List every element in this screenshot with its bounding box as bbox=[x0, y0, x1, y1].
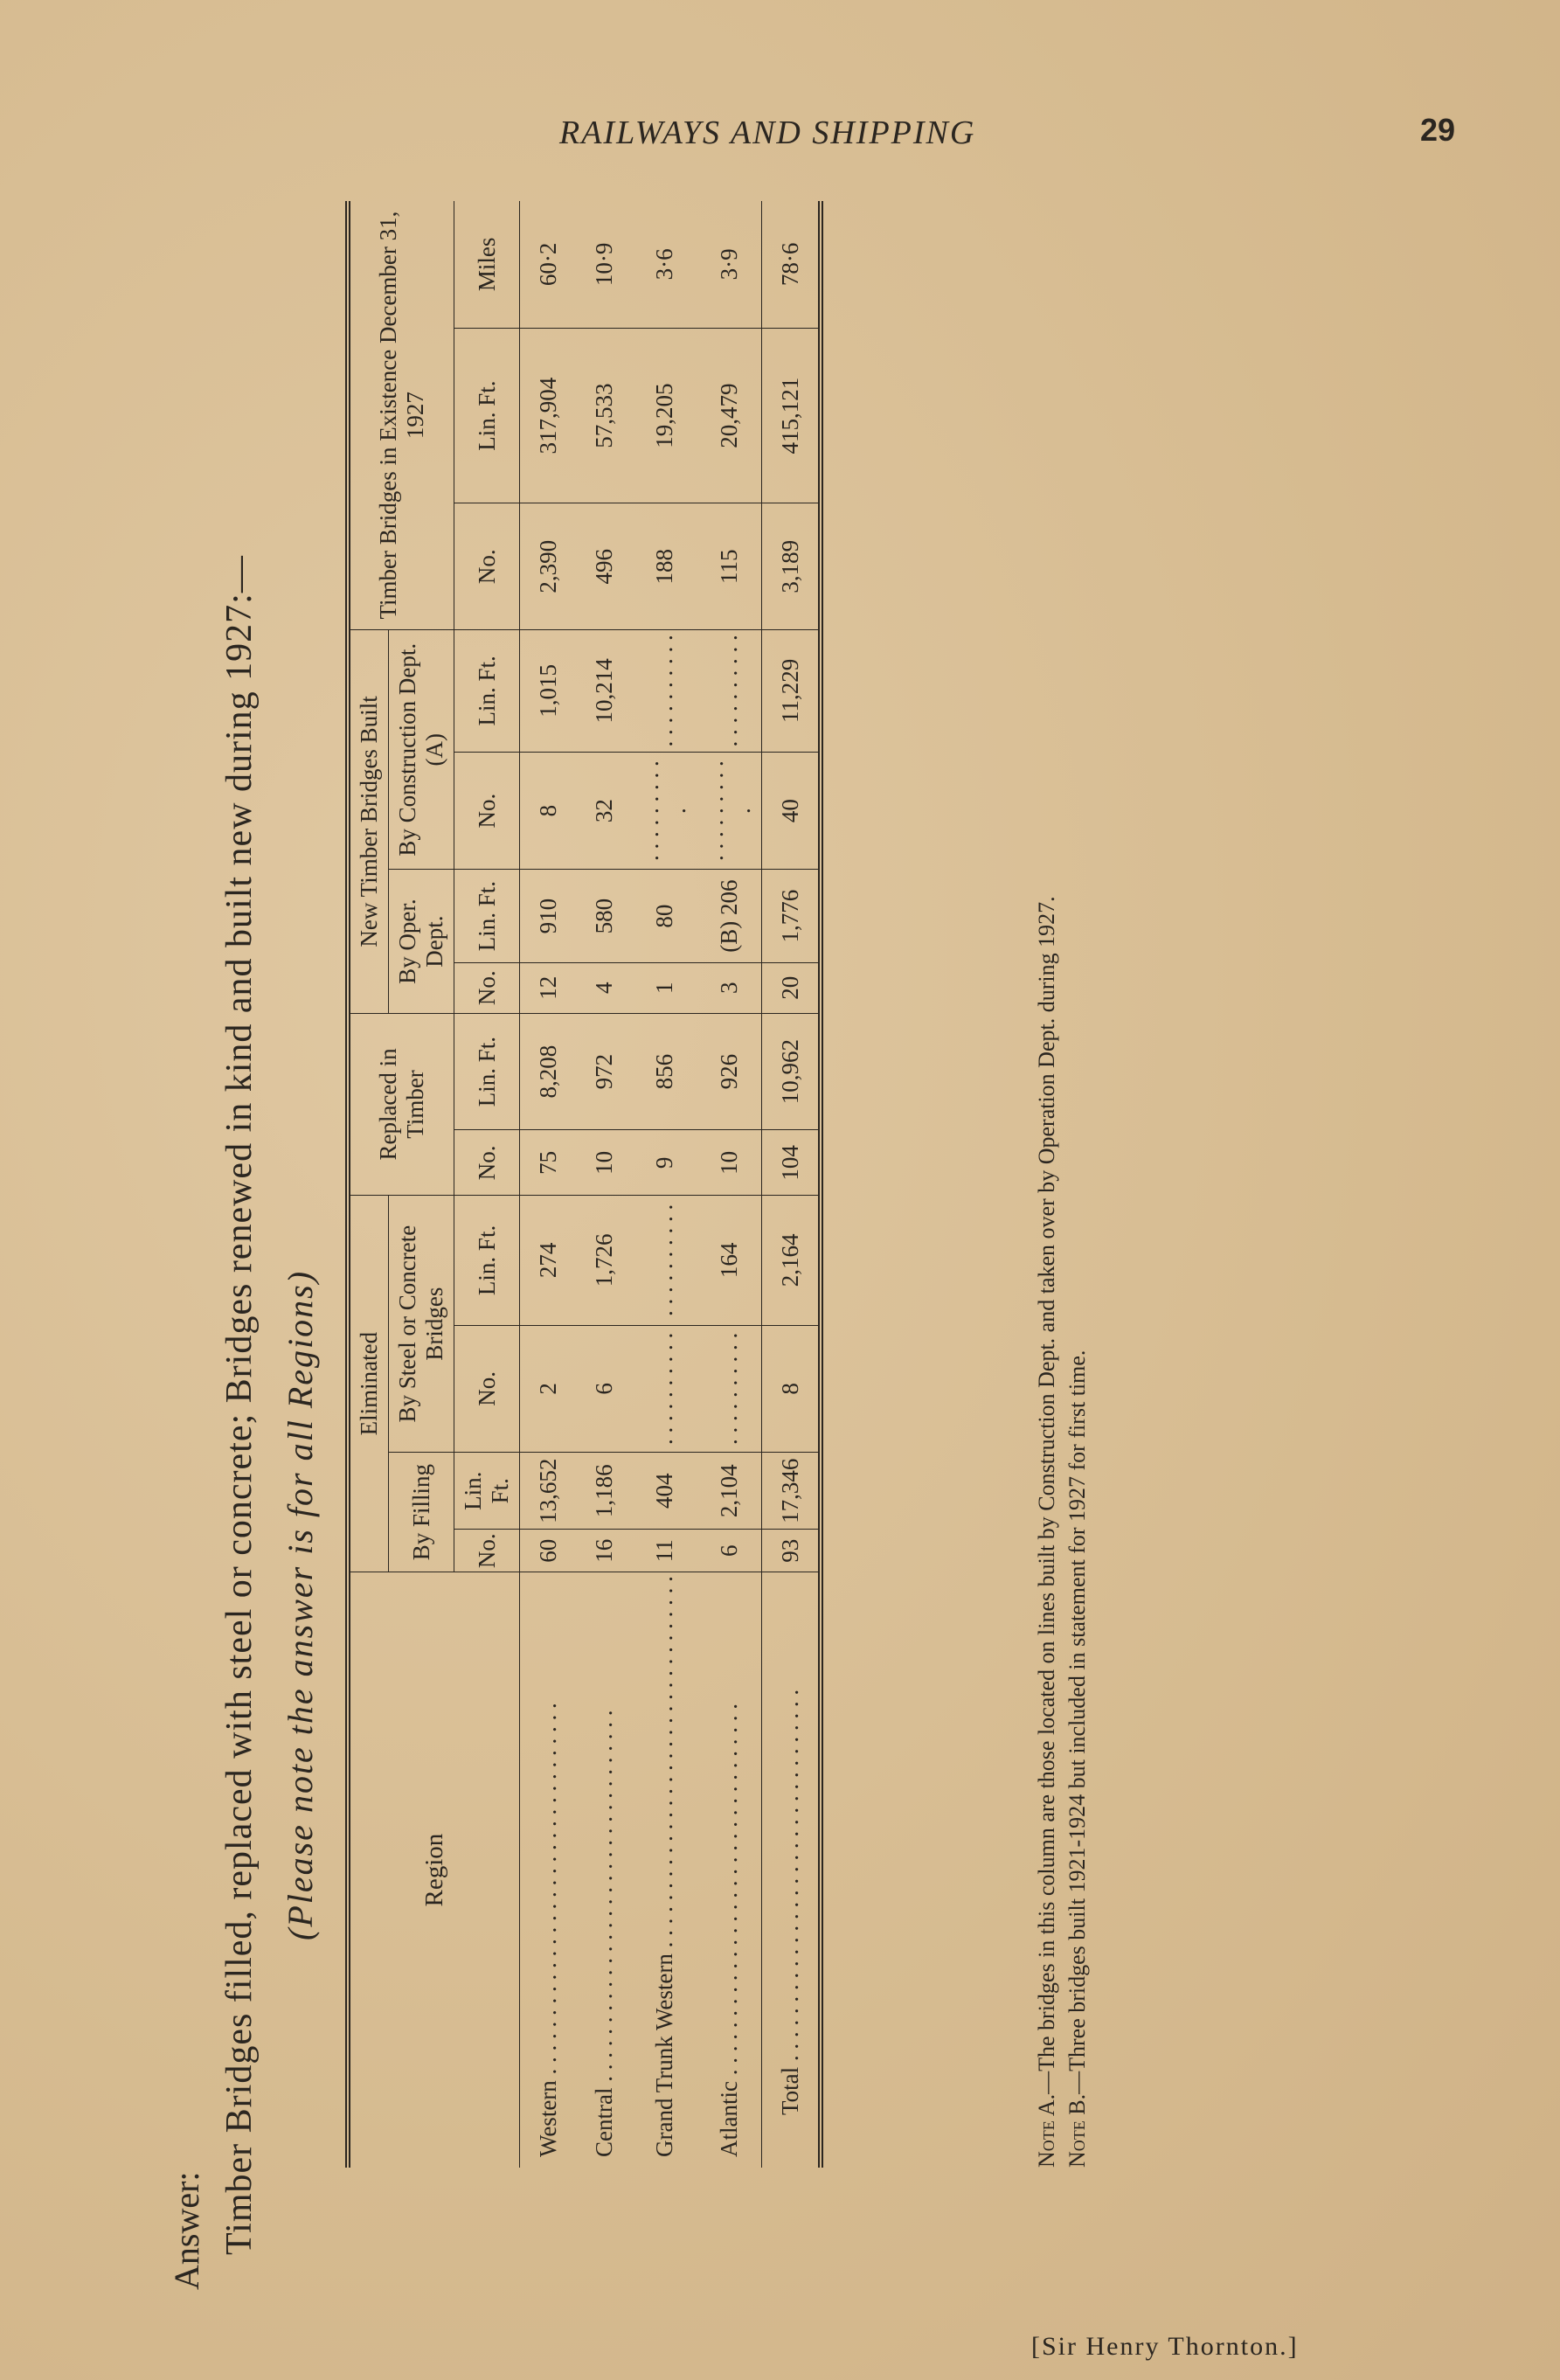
cell: 17,346 bbox=[762, 1453, 822, 1530]
cell: 75 bbox=[520, 1130, 577, 1196]
header-no: No. bbox=[454, 752, 520, 870]
empty-cell bbox=[632, 630, 697, 753]
cell: 1,186 bbox=[576, 1453, 632, 1530]
footnotes bbox=[1031, 896, 1092, 2168]
cell: 60·2 bbox=[520, 201, 577, 328]
cell: 20,479 bbox=[697, 328, 762, 503]
header-no: No. bbox=[454, 962, 520, 1013]
footnote-a-text: —The bridges in this column are those located on lines built by Construction Dept. and taken over by Operation Dept. during 1927. bbox=[1034, 896, 1059, 2094]
table-row bbox=[632, 201, 697, 2168]
empty-cell bbox=[697, 1325, 762, 1452]
table-row bbox=[576, 201, 632, 2168]
cell: 6 bbox=[576, 1325, 632, 1452]
cell: 164 bbox=[697, 1196, 762, 1326]
rotated-content bbox=[157, 175, 1521, 2307]
empty-cell bbox=[632, 1196, 697, 1326]
cell: 856 bbox=[632, 1013, 697, 1130]
cell: 40 bbox=[762, 752, 822, 870]
cell: 8 bbox=[762, 1325, 822, 1452]
cell: 6 bbox=[697, 1530, 762, 1572]
cell: 8,208 bbox=[520, 1013, 577, 1130]
cell: 115 bbox=[697, 503, 762, 630]
empty-cell bbox=[632, 1325, 697, 1452]
empty-cell bbox=[697, 630, 762, 753]
total-label: Total . . . bbox=[762, 1572, 822, 2168]
cell: 32 bbox=[576, 752, 632, 870]
signature: [Sir Henry Thornton.] bbox=[1031, 2332, 1299, 2361]
cell: 580 bbox=[576, 870, 632, 962]
empty-cell bbox=[697, 752, 762, 870]
cell: 104 bbox=[762, 1130, 822, 1196]
region-name: Western . . . bbox=[520, 1572, 577, 2168]
cell: 2,390 bbox=[520, 503, 577, 630]
cell: 496 bbox=[576, 503, 632, 630]
header-no: No. bbox=[454, 1130, 520, 1196]
cell: 60 bbox=[520, 1530, 577, 1572]
cell: 10·9 bbox=[576, 201, 632, 328]
cell: 78·6 bbox=[762, 201, 822, 328]
cell: 93 bbox=[762, 1530, 822, 1572]
region-name: Atlantic . . . bbox=[697, 1572, 762, 2168]
cell: 972 bbox=[576, 1013, 632, 1130]
cell: 1,776 bbox=[762, 870, 822, 962]
answer-label: Answer: bbox=[167, 2171, 206, 2290]
cell: 274 bbox=[520, 1196, 577, 1326]
cell: 20 bbox=[762, 962, 822, 1013]
header-by-oper: By Oper. Dept. bbox=[389, 870, 454, 1013]
cell: 19,205 bbox=[632, 328, 697, 503]
header-linft: Lin. Ft. bbox=[454, 870, 520, 962]
region-name: Grand Trunk Western . . . bbox=[632, 1572, 697, 2168]
cell: 57,533 bbox=[576, 328, 632, 503]
cell: 11 bbox=[632, 1530, 697, 1572]
cell: 9 bbox=[632, 1130, 697, 1196]
header-no: No. bbox=[454, 503, 520, 630]
header-no: No. bbox=[454, 1530, 520, 1572]
cell: 1,015 bbox=[520, 630, 577, 753]
cell: 188 bbox=[632, 503, 697, 630]
page-number: 29 bbox=[1420, 112, 1456, 148]
header-linft: Lin. Ft. bbox=[454, 630, 520, 753]
cell: 13,652 bbox=[520, 1453, 577, 1530]
cell: 80 bbox=[632, 870, 697, 962]
cell: 10,214 bbox=[576, 630, 632, 753]
cell: 1 bbox=[632, 962, 697, 1013]
total-row bbox=[762, 201, 822, 2168]
cell: 3 bbox=[697, 962, 762, 1013]
table-row bbox=[697, 201, 762, 2168]
footnote-b-label: Note B. bbox=[1064, 2093, 1091, 2168]
footnote-a-label: Note A. bbox=[1034, 2093, 1059, 2168]
cell: 926 bbox=[697, 1013, 762, 1130]
header-new-bridges: New Timber Bridges Built bbox=[348, 630, 389, 1014]
cell: 12 bbox=[520, 962, 577, 1013]
cell: 2 bbox=[520, 1325, 577, 1452]
note-text: (Please note the answer is for all Regions) bbox=[281, 1269, 320, 1940]
region-name: Central . . . bbox=[576, 1572, 632, 2168]
table-row bbox=[520, 201, 577, 2168]
cell: 3,189 bbox=[762, 503, 822, 630]
cell: 10 bbox=[697, 1130, 762, 1196]
cell: 404 bbox=[632, 1453, 697, 1530]
cell: 3·9 bbox=[697, 201, 762, 328]
cell: 2,104 bbox=[697, 1453, 762, 1530]
cell: 415,121 bbox=[762, 328, 822, 503]
cell: 1,726 bbox=[576, 1196, 632, 1326]
header-linft: Lin. Ft. bbox=[454, 1196, 520, 1326]
cell: 910 bbox=[520, 870, 577, 962]
cell: 16 bbox=[576, 1530, 632, 1572]
running-header: RAILWAYS AND SHIPPING bbox=[559, 114, 976, 151]
header-linft: Lin. Ft. bbox=[454, 1453, 520, 1530]
header-linft: Lin. Ft. bbox=[454, 1013, 520, 1130]
header-miles: Miles bbox=[454, 201, 520, 328]
cell: 317,904 bbox=[520, 328, 577, 503]
header-by-filling: By Filling bbox=[389, 1453, 454, 1572]
footnote-a bbox=[1031, 896, 1062, 2168]
cell: 3·6 bbox=[632, 201, 697, 328]
header-by-constr: By Construction Dept. (A) bbox=[389, 630, 454, 870]
intro-text: Timber Bridges filled, replaced with steel or concrete; Bridges renewed in kind and built new during 1927:— bbox=[219, 555, 260, 2255]
header-replaced: Replaced in Timber bbox=[348, 1013, 454, 1195]
footnote-b bbox=[1062, 896, 1092, 2168]
header-by-steel: By Steel or Concrete Bridges bbox=[389, 1196, 454, 1453]
cell: 10,962 bbox=[762, 1013, 822, 1130]
cell: (B) 206 bbox=[697, 870, 762, 962]
cell: 11,229 bbox=[762, 630, 822, 753]
bridges-table bbox=[345, 201, 823, 2168]
header-linft: Lin. Ft. bbox=[454, 328, 520, 503]
cell: 8 bbox=[520, 752, 577, 870]
header-no: No. bbox=[454, 1325, 520, 1452]
cell: 2,164 bbox=[762, 1196, 822, 1326]
cell: 4 bbox=[576, 962, 632, 1013]
header-region: Region bbox=[348, 1572, 520, 2168]
cell: 10 bbox=[576, 1130, 632, 1196]
empty-cell bbox=[632, 752, 697, 870]
header-eliminated: Eliminated bbox=[348, 1196, 389, 1572]
footnote-b-text: —Three bridges built 1921-1924 but included in statement for 1927 for first time. bbox=[1064, 1350, 1091, 2094]
header-existence: Timber Bridges in Existence December 31, 1927 bbox=[348, 201, 454, 630]
